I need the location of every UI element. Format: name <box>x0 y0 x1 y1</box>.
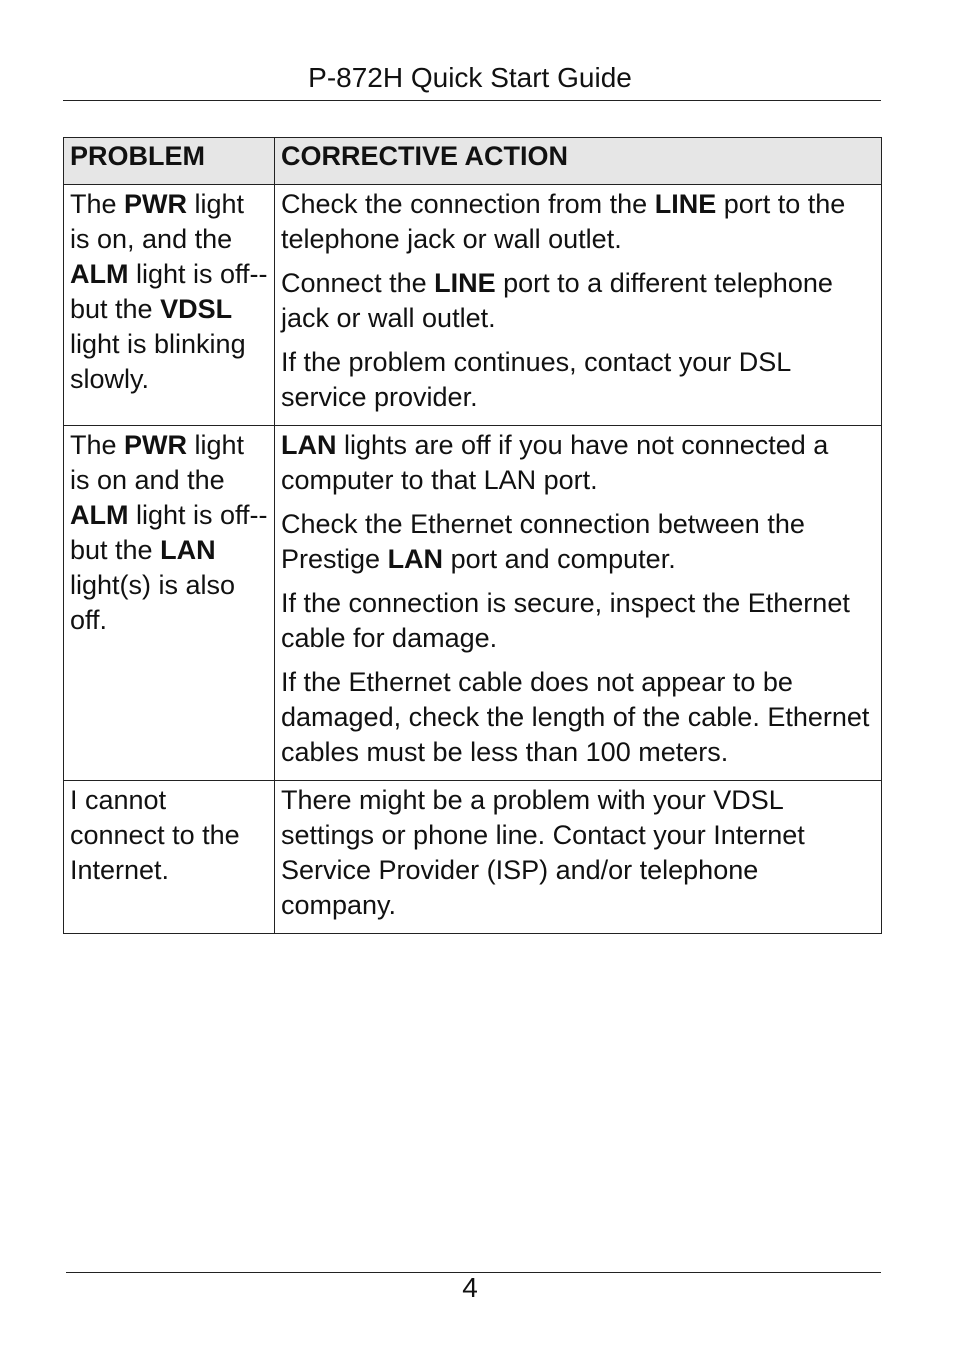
problem-cell: The PWR light is on, and the ALM light is off--but the VDSL light is blinking slowly. <box>64 185 275 426</box>
action-paragraph: LAN lights are off if you have not connected a computer to that LAN port. <box>281 430 829 495</box>
action-paragraph: If the problem continues, contact your DSL service provider. <box>281 347 791 412</box>
action-paragraph: Connect the LINE port to a different telephone jack or wall outlet. <box>281 268 833 333</box>
action-paragraph: Check the connection from the LINE port to the telephone jack or wall outlet. <box>281 189 846 254</box>
column-header-corrective-action: CORRECTIVE ACTION <box>275 138 882 185</box>
corrective-action-cell <box>275 426 882 781</box>
table-header-row <box>64 138 882 185</box>
action-paragraph: Check the Ethernet connection between the Prestige LAN port and computer. <box>281 509 805 574</box>
page-number: 4 <box>462 1272 478 1303</box>
corrective-action-cell <box>275 781 882 934</box>
table-row <box>64 185 882 426</box>
table-row <box>64 781 882 934</box>
action-paragraph: There might be a problem with your VDSL settings or phone line. Contact your Internet Service Provider (ISP) and/or telephone company. <box>281 785 805 920</box>
table-row <box>64 426 882 781</box>
corrective-action-cell <box>275 185 882 426</box>
column-header-problem: PROBLEM <box>64 138 275 185</box>
action-paragraph: If the connection is secure, inspect the Ethernet cable for damage. <box>281 588 850 653</box>
header-divider <box>63 100 881 101</box>
page-header-title: P-872H Quick Start Guide <box>308 62 632 93</box>
problem-cell: The PWR light is on and the ALM light is off--but the LAN light(s) is also off. <box>64 426 275 781</box>
problem-cell: I cannot connect to the Internet. <box>64 781 275 934</box>
troubleshooting-table <box>63 137 882 934</box>
action-paragraph: If the Ethernet cable does not appear to be damaged, check the length of the cable. Ethernet cables must be less than 100 meters. <box>281 667 870 767</box>
